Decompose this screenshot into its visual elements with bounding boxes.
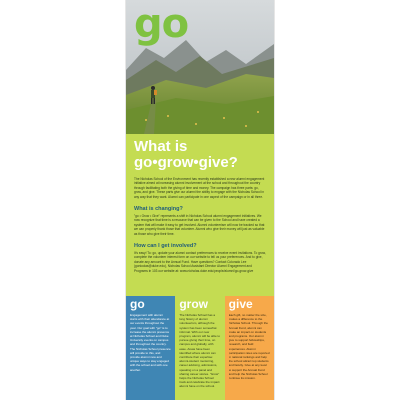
banner-poster: [126, 0, 274, 400]
go-column: [126, 296, 175, 400]
headline-line1: What is: [134, 138, 188, 155]
intro-paragraph: The Nicholas School of the Environment has recently established a new alumni engagement initiative aimed at increasing alumni involvement at the school and throughout the country through facilitating both the giving of time and money. The campaign has three parts: go, grow, and give. These parts give our alumni the ability to engage with the Nicholas School in any way that they want. Alumni can participate in one aspect of the campaign or in all three.: [134, 177, 265, 199]
give-column-title: give: [228, 297, 253, 311]
grow-column: [175, 296, 224, 400]
go-column-title: go: [130, 297, 145, 311]
involved-paragraph: It's easy! To: go, update your alumni contact preferences to receive event invitations. To grow, complete the volunteer interest form on our website to tell us your preferences. And to give, donate any amount to the Annual Fund. Have questions? Contact Colorado Lee (gonicolas@duke.edu), Nicholas School Assistant Director Alumni Engagement and Programs in 103 our website at: www.nicholas.duke.edu/people/alumni/go-grow-give: [134, 251, 266, 273]
three-columns: [126, 296, 274, 400]
grow-column-text: The Nicholas School has a long history of alumni volunteerism, although the system has been somewhat informal. With our new program, alumni will be able to pursue giving their time, on campus and globally, with ease. Areas have been identified where alumni can contribute their expertise: alumni-student mentoring, career advising, admissions, speaking on a panel and sharing career stories. "Grow" helps the Nicholas School track and celebrate the impact alumni have on the school.: [179, 313, 221, 389]
headline-line2: go•grow•give?: [134, 154, 238, 171]
hiker-photo: [126, 0, 274, 134]
give-column: [225, 296, 274, 400]
give-column-text: Each gift, no matter the size, makes a difference to the Nicholas School. Through the Annual Fund, alumni can make an impact on students and programs. Our alumni give to support fellowships, research, and field experiences. Alumni participation rates are reported in national rankings and help the school attract top students and faculty. Give at any level to support the Annual Fund and help the Nicholas School continue its mission.: [228, 313, 270, 381]
content-panel: [126, 134, 274, 296]
grow-column-title: grow: [179, 297, 208, 311]
changing-heading: What is changing?: [134, 206, 183, 212]
changing-paragraph: "go • Grow • Give" represents a shift in Nicholas School alumni engagement initiatives. We now recognize that time is a resource that can be given to the School and have created a system that will make it easy to get involved. Alumni volunteerism will now be tracked so that we can properly thank those that volunteer. Alumni who give their money will just as valuable as those who give their time.: [134, 214, 265, 236]
go-column-text: Engagement with alumni starts with their attendance at our events throughout the year. Our goal with "go" is to increase the alumni presence at Nicholas School and Duke University events on campus and throughout the country. The Nicholas School presence will provide to this, and provide alumni new and unique ways to stay engaged with the school and with one another.: [130, 313, 171, 372]
go-brand-word: go: [134, 1, 189, 47]
involved-heading: How can I get involved?: [134, 243, 197, 249]
